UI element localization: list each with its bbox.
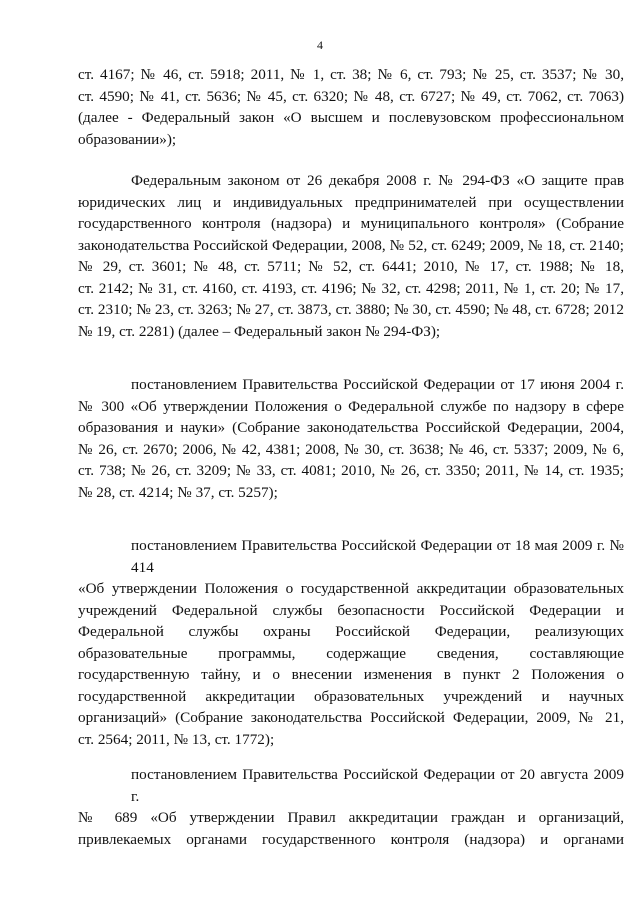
paragraph-federal-law-294: [78, 170, 624, 342]
paragraph-law-higher-education-continuation: [78, 64, 624, 150]
paragraph-resolution-300: [78, 374, 624, 503]
text-line: государственной аккредитации образовательных учреждений и научных: [78, 687, 624, 705]
paragraph-resolution-689: [78, 764, 624, 850]
text-line: (далее - Федеральный закон «О высшем и послевузовском профессиональном: [78, 109, 624, 126]
text-line: № 28, ст. 4214; № 37, ст. 5257);: [78, 483, 278, 501]
text-line: постановлением Правительства Российской Федерации от 17 июня 2004 г.: [131, 376, 624, 393]
text-line: постановлением Правительства Российской Федерации от 18 мая 2009 г. № 414: [131, 537, 624, 576]
text-line: № 26, ст. 2670; 2006, № 42, 4381; 2008, № 30, ст. 3638; № 46, ст. 5337; 2009, № 6,: [78, 440, 624, 458]
text-line: учреждений Федеральной службы безопасности Российской Федерации и: [78, 601, 624, 619]
text-line: № 29, ст. 3601; № 48, ст. 5711; № 52, ст. 6441; 2010, № 17, ст. 1988; № 18,: [78, 258, 624, 275]
text-line: образовании»);: [78, 130, 177, 148]
text-line: организаций» (Собрание законодательства Российской Федерации, 2009, № 21,: [78, 709, 624, 726]
text-line: юридических лиц и индивидуальных предпринимателей при осуществлении: [78, 193, 624, 211]
text-line: образовательные программы, содержащие сведения, составляющие: [78, 644, 624, 662]
text-line: законодательства Российской Федерации, 2008, № 52, ст. 6249; 2009, № 18, ст. 2140;: [78, 236, 624, 254]
text-line: привлекаемых органами государственного контроля (надзора) и органами: [78, 830, 624, 848]
text-line: № 300 «Об утверждении Положения о Федеральной службе по надзору в сфере: [78, 397, 624, 415]
text-line: ст. 2142; № 31, ст. 4160, ст. 4193, ст. 4196; № 32, ст. 4298; 2011, № 1, ст. 20; № 17,: [78, 279, 624, 297]
text-line: постановлением Правительства Российской Федерации от 20 августа 2009 г.: [131, 766, 624, 805]
text-line: ст. 2310; № 23, ст. 3263; № 27, ст. 3873, ст. 3880; № 30, ст. 4590; № 48, ст. 6728; 2012: [78, 301, 624, 318]
text-line: образования и науки» (Собрание законодательства Российской Федерации, 2004,: [78, 419, 624, 436]
text-line: ст. 4590; № 41, ст. 5636; № 45, ст. 6320; № 48, ст. 6727; № 49, ст. 7062, ст. 7063): [78, 87, 624, 105]
text-line: ст. 4167; № 46, ст. 5918; 2011, № 1, ст. 38; № 6, ст. 793; № 25, ст. 3537; № 30,: [78, 66, 624, 83]
text-line: государственную тайну, и о внесении изменения в пункт 2 Положения о: [78, 666, 624, 683]
paragraph-resolution-414: [78, 535, 624, 750]
text-line: Федеральной службы охраны Российской Федерации, реализующих: [78, 623, 624, 640]
page-number: 4: [317, 38, 323, 52]
text-line: Федеральным законом от 26 декабря 2008 г. № 294-ФЗ «О защите прав: [131, 172, 624, 189]
text-line: государственного контроля (надзора) и муниципального контроля» (Собрание: [78, 215, 624, 232]
text-line: «Об утверждении Положения о государственной аккредитации образовательных: [78, 580, 624, 597]
text-line: ст. 2564; 2011, № 13, ст. 1772);: [78, 730, 275, 748]
text-line: № 19, ст. 2281) (далее – Федеральный закон № 294-ФЗ);: [78, 322, 441, 340]
text-line: № 689 «Об утверждении Правил аккредитации граждан и организаций,: [78, 809, 624, 826]
text-line: ст. 738; № 26, ст. 3209; № 33, ст. 4081; 2010, № 26, ст. 3350; 2011, № 14, ст. 1935;: [78, 462, 624, 479]
